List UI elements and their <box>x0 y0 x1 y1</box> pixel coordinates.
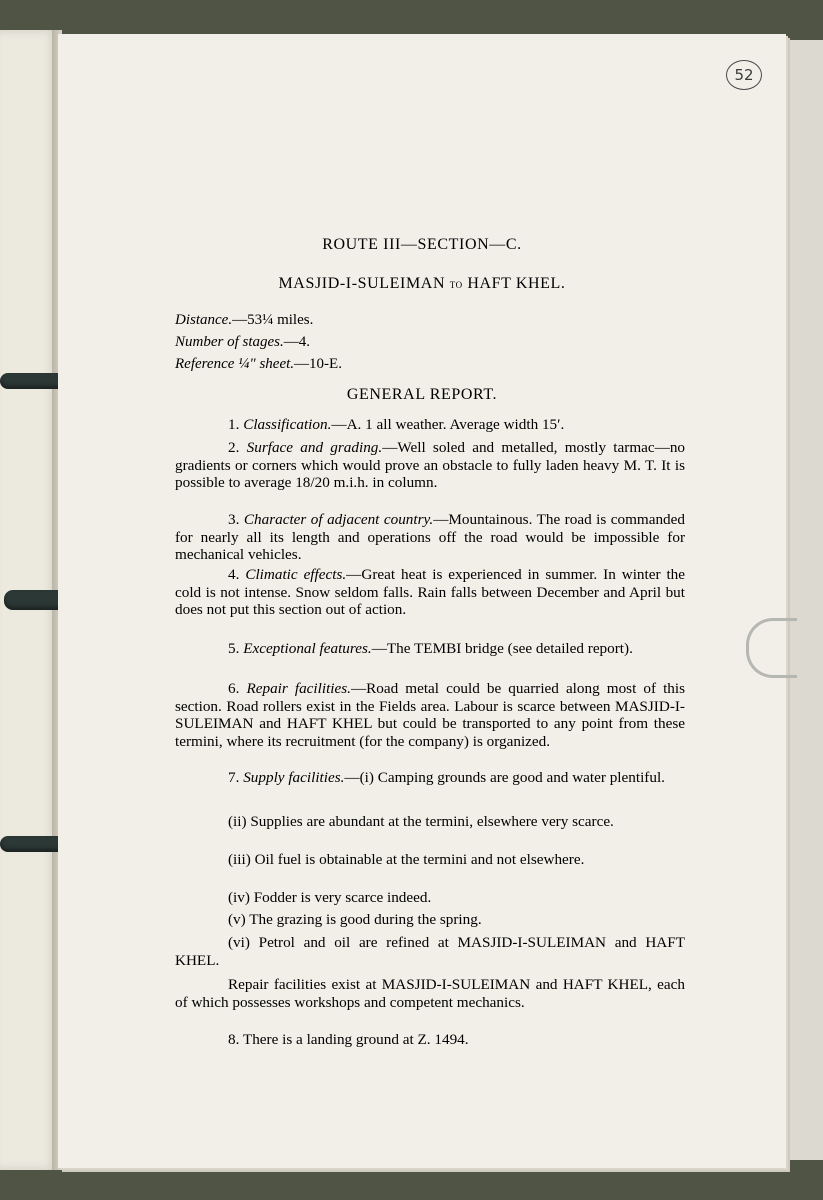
item-6: 6. Repair facilities.—Road metal could be quarried along most of this section. Road rollers exist in the Fields area. Labour is scarce between MASJID-I-SULEIMAN and HAFT KHEL but could be transported to any point from these termini, where its recruitment (for the company) is organized. <box>175 680 686 750</box>
supply-sub-iv: (iv) Fodder is very scarce indeed. <box>228 889 432 906</box>
route-from: MASJID-I-SULEIMAN <box>278 275 446 292</box>
route-to: HAFT KHEL. <box>467 275 566 292</box>
item-4: 4. Climatic effects.—Great heat is experienced in summer. In winter the cold is not intense. Snow seldom falls. Rain falls between December and April but does not put this section out of action. <box>175 566 686 618</box>
item-2: 2. Surface and grading.—Well soled and metalled, mostly tarmac—no gradients or corners which would prove an obstacle to fully laden heavy M. T. It is possible to average 18/20 m.i.h. in column. <box>175 439 686 491</box>
supply-sub-v: (v) The grazing is good during the spring. <box>228 911 482 928</box>
folio-number: 52 <box>726 60 762 90</box>
route-heading: ROUTE III—SECTION—C. <box>322 236 522 253</box>
item-1: 1. Classification.—A. 1 all weather. Average width 15′. <box>228 416 565 433</box>
route-to-word: to <box>449 276 463 291</box>
meta-stages: Number of stages.—4. <box>175 334 310 350</box>
supply-sub-ii: (ii) Supplies are abundant at the termini, elsewhere very scarce. <box>228 813 614 830</box>
item-8: 8. There is a landing ground at Z. 1494. <box>228 1031 469 1048</box>
general-report-heading: GENERAL REPORT. <box>346 386 498 403</box>
item-5: 5. Exceptional features.—The TEMBI bridge (see detailed report). <box>228 640 633 657</box>
meta-reference: Reference ¼" sheet.—10-E. <box>175 356 342 372</box>
repair-note: Repair facilities exist at MASJID-I-SULEIMAN and HAFT KHEL, each of which possesses workshops and competent mechanics. <box>175 976 685 1011</box>
route-subheading <box>58 275 786 293</box>
meta-distance: Distance.—53¼ miles. <box>175 312 314 328</box>
item-3: 3. Character of adjacent country.—Mountainous. The road is commanded for nearly all its length and operations off the road would be impossible for mechanical vehicles. <box>175 511 685 563</box>
page-stack-edge <box>786 40 823 1160</box>
supply-sub-iii: (iii) Oil fuel is obtainable at the termini and not elsewhere. <box>228 851 585 868</box>
supply-sub-vi: (vi) Petrol and oil are refined at MASJID-I-SULEIMAN and HAFT KHEL. <box>175 934 685 969</box>
item-7: 7. Supply facilities.—(i) Camping grounds are good and water plentiful. <box>228 769 665 786</box>
paper-clip <box>746 618 797 678</box>
